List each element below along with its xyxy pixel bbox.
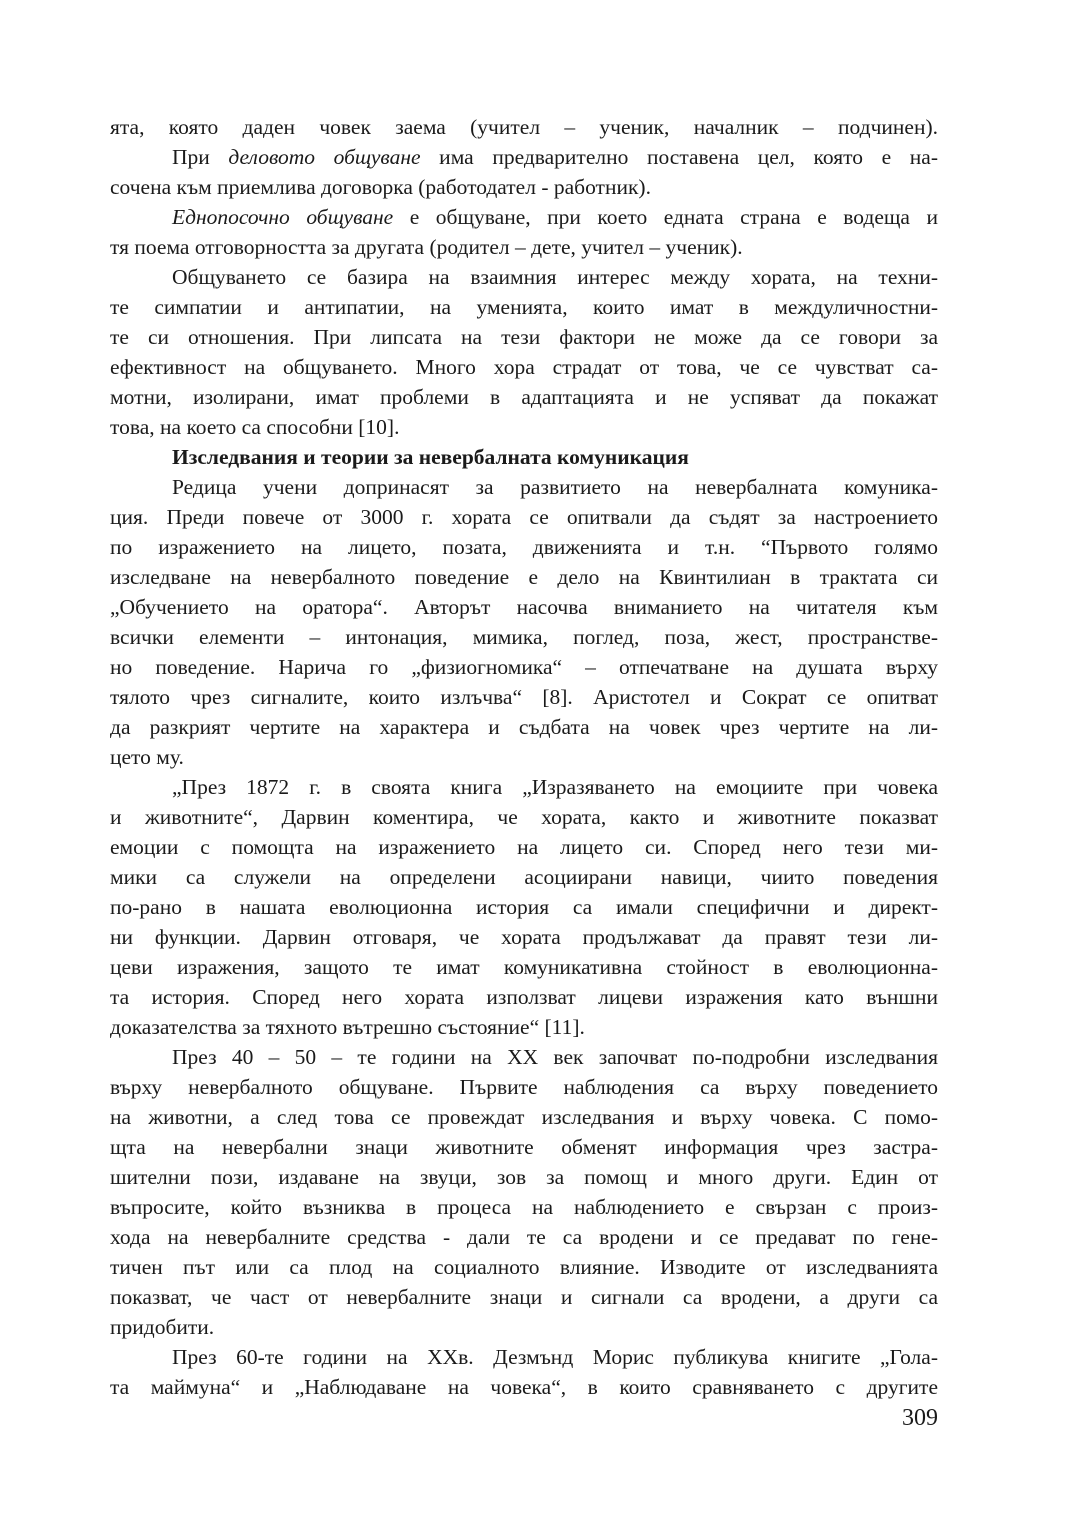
section-heading: Изследвания и теории за невербалната комуникация (172, 445, 689, 469)
text-line: Общуването се базира на взаимния интерес между хората, на техни- (172, 265, 938, 289)
text-line: цето му. (110, 745, 184, 769)
text-line: но поведение. Нарича го „физиогномика“ – отпечатване на душата върху (110, 655, 938, 679)
text-line: сочена към приемлива договорка (работодател - работник). (110, 175, 651, 199)
text-line: тялото чрез сигналите, които излъчва“ [8]. Аристотел и Сократ се опитват (110, 685, 938, 709)
text-line: изследване на невербалното поведение е дело на Квинтилиан в трактата си (110, 565, 938, 589)
text-line: ни функции. Дарвин отговаря, че хората продължават да правят тези ли- (110, 925, 938, 949)
text-line: „През 1872 г. в своята книга „Изразяването на емоциите при човека (172, 775, 938, 799)
text-line: по-рано в нашата еволюционна история са имали специфични и директ- (110, 895, 938, 919)
text-line: емоции с помощта на изражението на лицето си. Според него тези ми- (110, 835, 938, 859)
text-line: всички елементи – интонация, мимика, поглед, поза, жест, пространстве- (110, 625, 938, 649)
text-line: тичен път или са плод на социалното влияние. Изводите от изследванията (110, 1255, 938, 1279)
text-span: е общуване, при което едната страна е водеща и (393, 205, 938, 229)
text-line: „Обучението на оратора“. Авторът насочва вниманието на читателя към (110, 595, 938, 619)
text-line: През 60-те години на XXв. Дезмънд Морис публикува книгите „Гола- (172, 1345, 938, 1369)
text-line: показват, че част от невербалните знаци и сигнали са вродени, а други са (110, 1285, 938, 1309)
text-line: мики са служели на определени асоциирани навици, чиито поведения (110, 865, 938, 889)
text-line: Редица учени допринасят за развитието на невербалната комуника- (172, 475, 938, 499)
text-line (110, 202, 938, 232)
text-span: При (172, 145, 229, 169)
text-line: върху невербалното общуване. Първите наблюдения са върху поведението (110, 1075, 938, 1099)
text-line: да разкрият чертите на характера и съдбата на човек чрез чертите на ли- (110, 715, 938, 739)
text-line: въпросите, който възниква в процеса на наблюдението е свързан с произ- (110, 1195, 938, 1219)
text-line: това, на което са способни [10]. (110, 415, 400, 439)
text-line: щта на невербални знаци животните обменят информация чрез застра- (110, 1135, 938, 1159)
italic-term: Еднопосочно общуване (172, 205, 394, 229)
document-body (110, 112, 938, 1402)
text-line: по изражението на лицето, позата, движенията и т.н. “Първото голямо (110, 535, 938, 559)
text-line: шителни пози, издаване на звуци, зов за помощ и много други. Един от (110, 1165, 938, 1189)
text-line: и животните“, Дарвин коментира, че хората, както и животните показват (110, 805, 938, 829)
text-line: цеви изражения, защото те имат комуникативна стойност в еволюционна- (110, 955, 938, 979)
text-line: на животни, а след това се провеждат изследвания и върху човека. С помо- (110, 1105, 938, 1129)
page-number: 309 (902, 1405, 938, 1431)
text-line: придобити. (110, 1315, 215, 1339)
text-line: ция. Преди повече от 3000 г. хората се опитвали да съдят за настроението (110, 505, 938, 529)
text-line (110, 142, 938, 172)
text-line: През 40 – 50 – те години на XX век започват по-подробни изследвания (172, 1045, 938, 1069)
text-line: ята, която даден човек заема (учител – ученик, началник – подчинен). (110, 115, 938, 139)
text-line: та маймуна“ и „Наблюдаване на човека“, в които сравняването с другите (110, 1375, 938, 1399)
text-line: ефективност на общуването. Много хора страдат от това, че се чувстват са- (110, 355, 938, 379)
text-line: доказателства за тяхното вътрешно състояние“ [11]. (110, 1015, 585, 1039)
text-line: тя поема отговорността за другата (родител – дете, учител – ученик). (110, 235, 743, 259)
text-span: има предварително поставена цел, която е на- (420, 145, 938, 169)
text-line: мотни, изолирани, имат проблеми в адаптацията и не успяват да покажат (110, 385, 938, 409)
text-line: хода на невербалните средства - дали те са вродени и се предават по гене- (110, 1225, 938, 1249)
text-line: те си отношения. При липсата на тези фактори не може да се говори за (110, 325, 938, 349)
text-line: та история. Според него хората използват лицеви изражения като външни (110, 985, 938, 1009)
text-line: те симпатии и антипатии, на уменията, които имат в междуличностни- (110, 295, 938, 319)
italic-term: деловото общуване (228, 145, 421, 169)
